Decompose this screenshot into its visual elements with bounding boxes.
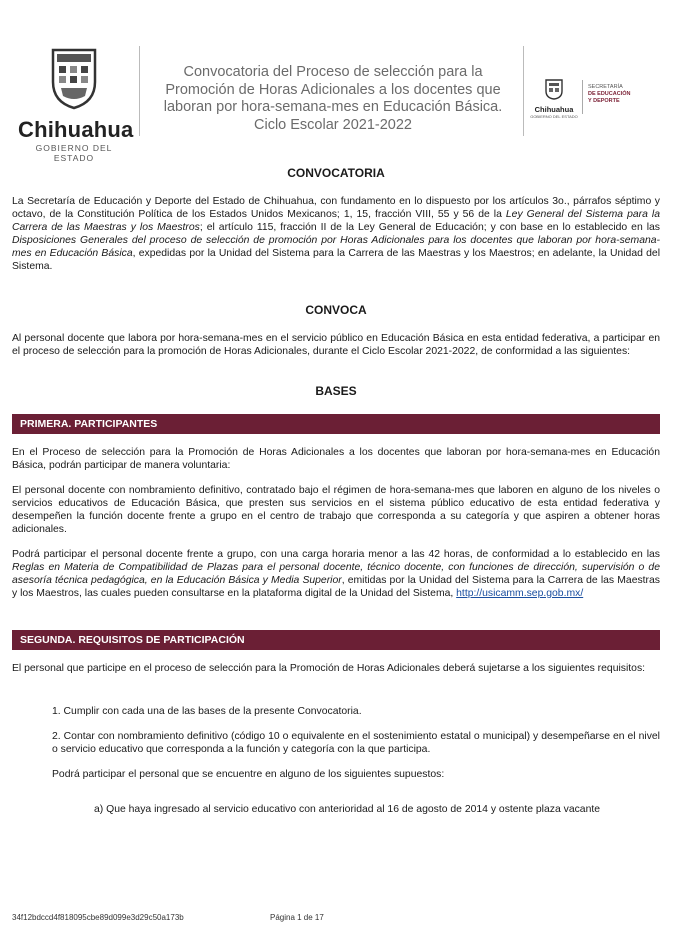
logo-brand-text: Chihuahua [18, 117, 134, 142]
secretaria-line: Y DEPORTE [588, 98, 620, 104]
intro-paragraph: La Secretaría de Educación y Deporte del Estado de Chihuahua, con fundamento en lo dispuesto por los artículos 3o., párrafos séptimo y octavo, de la Constitución Política de los Estados Unidos Mexicanos; 1, 15, fracción VIII, 55 y 56 de la Ley General del Sistema para la Carrera de las Maestras y los Maestros; el artículo 115, fracción II de la Ley General de Educación; y con base en lo establecido en las Disposiciones Generales del proceso de selección de promoción por Horas Adicionales para los docentes que laboran por hora-semana-mes en Educación Básica, expedidas por la Unidad del Sistema para la Carrera de las Maestras y los Maestros; en adelante, la Unidad del Sistema. [12, 196, 660, 272]
page-number: Página 1 de 17 [270, 913, 324, 922]
requirement-item-a: a) Que haya ingresado al servicio educativo con anterioridad al 16 de agosto de 2014 y ostente plaza vacante [94, 804, 601, 815]
header-divider-left [139, 46, 140, 136]
document-title [152, 64, 514, 134]
title-line: Convocatoria del Proceso de selección para la [183, 64, 483, 80]
heading-convoca: CONVOCA [305, 303, 367, 317]
secretaria-logo [530, 78, 680, 118]
section-primera-band: PRIMERA. PARTICIPANTES [12, 414, 660, 434]
primera-paragraph-1: En el Proceso de selección para la Promoción de Horas Adicionales a los docentes que laboran por hora-semana-mes en Educación Básica, podrán participar de manera voluntaria: [12, 447, 660, 471]
mini-logo-brand: Chihuahua [534, 105, 574, 114]
document-hash: 34f12bdccd4f818095cbe89d099e3d29c50a173b [12, 913, 184, 922]
section-segunda-band: SEGUNDA. REQUISITOS DE PARTICIPACIÓN [12, 630, 660, 650]
secretaria-text [588, 84, 630, 105]
header-divider-right [523, 46, 524, 136]
mini-divider [582, 80, 583, 114]
chihuahua-logo [18, 44, 134, 163]
title-line: Ciclo Escolar 2021-2022 [254, 116, 412, 133]
mini-shield-icon [545, 78, 563, 100]
heading-bases: BASES [315, 384, 357, 398]
segunda-paragraph-1: El personal que participe en el proceso de selección para la Promoción de Horas Adicionales deberá sujetarse a los siguientes requisitos: [12, 663, 646, 674]
secretaria-line: SECRETARÍA [588, 84, 623, 90]
convoca-paragraph: Al personal docente que labora por hora-semana-mes en el servicio público en Educación Básica en esta entidad federativa, a participar en el proceso de selección para la promoción de Horas Adicionales, durante el Ciclo Escolar 2021-2022, de conformidad a las siguientes: [12, 333, 660, 357]
logo-sub-text: GOBIERNO DEL ESTADO [35, 143, 113, 163]
mini-chihuahua-logo [530, 78, 578, 119]
document-body [12, 160, 660, 816]
requirement-item-2: 2. Contar con nombramiento definitivo (código 10 o equivalente en el sostenimiento estatal o municipal) y desempeñarse en el nivel o servicio educativo que corresponda a la función y categoría con la que participa. [52, 731, 660, 755]
mini-logo-sub: GOBIERNO DEL ESTADO [530, 114, 578, 119]
primera-paragraph-3: Podrá participar el personal docente frente a grupo, con una carga horaria menor a las 42 horas, de conformidad a lo establecido en las Reglas en Materia de Compatibilidad de Plazas para el personal docente, técnico docente, con funciones de dirección, supervisión o de asesoría técnica pedagógica, en la Educación Básica y Media Superior, emitidas por la Unidad del Sistema para la Carrera de las Maestras y los Maestros, las cuales pueden consultarse en la plataforma digital de la Unidad del Sistema, http://usicamm.sep.gob.mx/ [12, 549, 660, 599]
requirement-item-1: 1. Cumplir con cada una de las bases de la presente Convocatoria. [52, 706, 362, 717]
secretaria-line: DE EDUCACIÓN [588, 91, 631, 97]
document-header [0, 0, 696, 163]
title-line: laboran por hora-semana-mes en Educación Básica. [163, 99, 503, 115]
title-line: Promoción de Horas Adicionales a los docentes que [165, 81, 501, 98]
segunda-paragraph-2: Podrá participar el personal que se encuentre en alguno de los siguientes supuestos: [52, 769, 445, 780]
primera-paragraph-2: El personal docente con nombramiento definitivo, contratado bajo el régimen de hora-semana-mes que laboren en alguno de los niveles o servicios educativos de Educación Básica, que presten sus servicios en el sistema público educativo de esta entidad federativa y desempeñen la función docente frente a grupo en el centro de trabajo que corresponda a su categoría y que aspiren a obtener horas adicionales. [12, 485, 660, 535]
state-shield-icon [49, 44, 99, 110]
heading-convocatoria: CONVOCATORIA [287, 166, 385, 180]
usicamm-link[interactable]: http://usicamm.sep.gob.mx/ [456, 588, 584, 599]
